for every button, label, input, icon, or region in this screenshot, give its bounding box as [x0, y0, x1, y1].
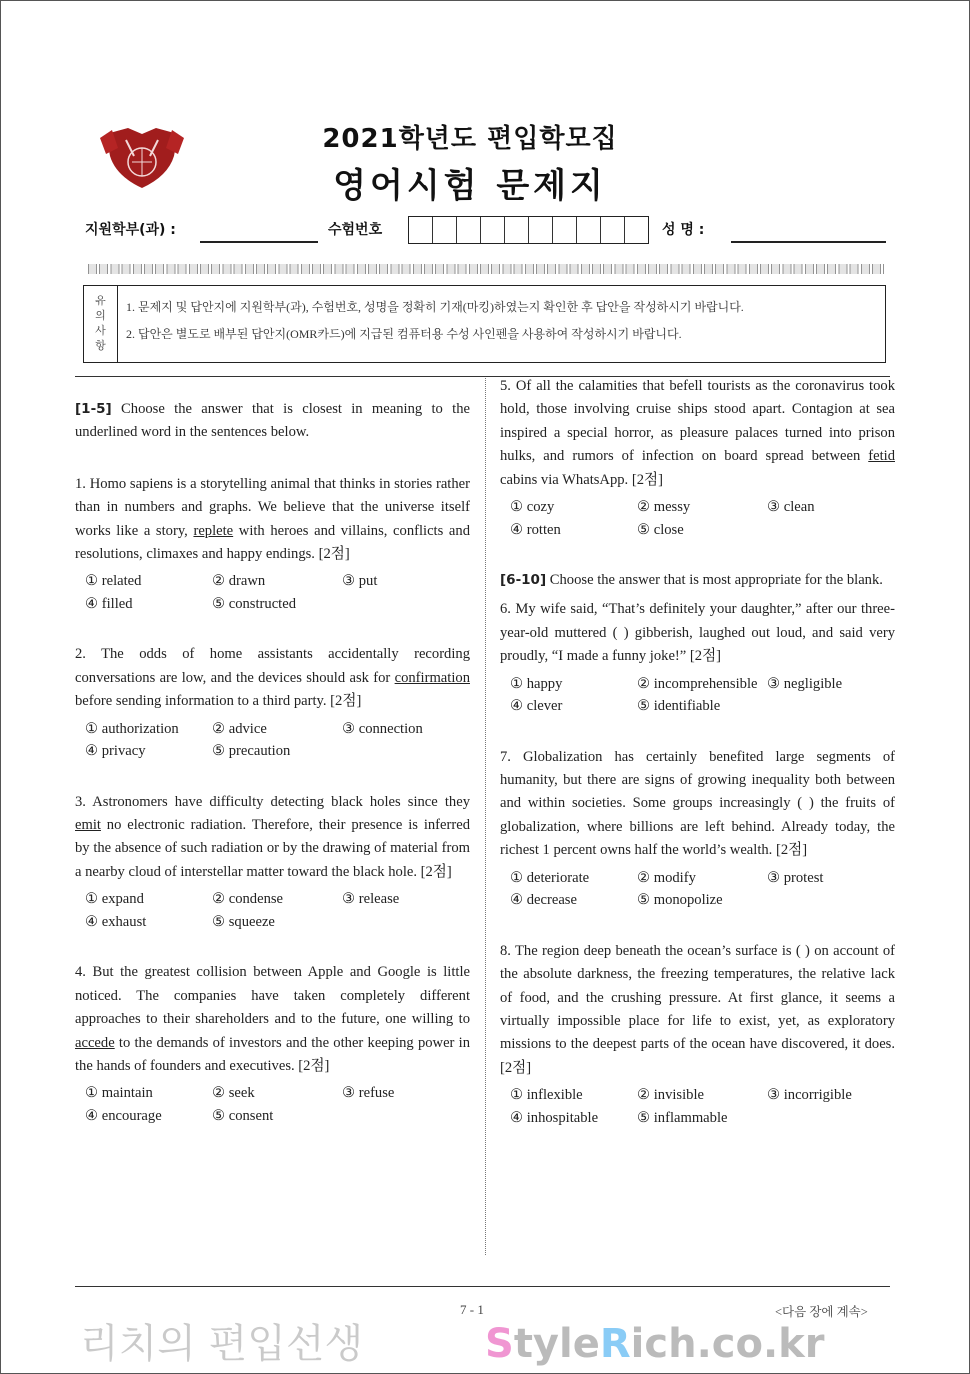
- underlined-word: confirmation: [394, 669, 470, 686]
- answer-option[interactable]: ③ release: [342, 891, 400, 908]
- question-8: [500, 940, 895, 1080]
- answer-option[interactable]: ⑤ squeeze: [212, 913, 275, 930]
- answer-option[interactable]: ④ filled: [85, 595, 133, 612]
- answer-option[interactable]: ④ decrease: [510, 892, 577, 909]
- question-4: [75, 961, 470, 1078]
- question-text: 7. Globalization has certainly benefited large segments of humanity, but there are signs of growing inequality both between and within societies. Some groups increasingly ( ) the fruits of globalization, where billions are left behind. Already today, the richest 1 percent owns half the world’s wealth. [2점]: [500, 748, 895, 859]
- notice-item: 1. 문제지 및 답안지에 지원학부(과), 수험번호, 성명을 정확히 기재(마킹)하였는지 확인한 후 답안을 작성하시기 바랍니다.: [126, 300, 744, 314]
- question-3: [75, 791, 470, 885]
- answer-option[interactable]: ⑤ close: [637, 521, 684, 538]
- watermark-korean: 리치의 편입선생: [80, 1321, 364, 1367]
- answer-option[interactable]: ④ privacy: [85, 743, 146, 760]
- continued-note: <다음 장에 계속>: [775, 1305, 868, 1319]
- answer-option[interactable]: ③ refuse: [342, 1085, 395, 1102]
- answer-options: [85, 888, 470, 933]
- answer-option[interactable]: ② invisible: [637, 1087, 704, 1104]
- name-label: 성 명 :: [662, 222, 705, 238]
- answer-option[interactable]: ⑤ constructed: [212, 595, 296, 612]
- notice-box: [83, 285, 886, 363]
- department-input[interactable]: [200, 241, 318, 243]
- answer-option[interactable]: ④ exhaust: [85, 913, 147, 930]
- notice-side-label: [84, 286, 118, 362]
- question-text: 3. Astronomers have difficulty detecting black holes since they: [75, 793, 470, 810]
- notice-side-char: 의: [95, 310, 106, 322]
- question-text: 5. Of all the calamities that befell tourists as the coronavirus took hold, those involving cruise ships stood apart. Contagion at sea inspired a special horror, as pleasure palaces turned into prison hulks, and rumors of infection on board spread between: [500, 378, 895, 465]
- answer-option[interactable]: ② messy: [637, 499, 691, 516]
- answer-option[interactable]: ① inflexible: [510, 1087, 583, 1104]
- answer-options: [510, 673, 895, 718]
- answer-option[interactable]: ⑤ identifiable: [637, 698, 721, 715]
- section-text: Choose the answer that is closest in meaning to the underlined word in the sentences below.: [75, 401, 470, 441]
- underlined-word: emit: [75, 817, 101, 834]
- section-instruction-6-10: [500, 569, 895, 592]
- answer-option[interactable]: ③ put: [342, 573, 378, 590]
- notice-side-char: 항: [95, 340, 106, 352]
- question-text: before sending information to a third party. [2점]: [75, 693, 362, 710]
- answer-option[interactable]: ② incomprehensible: [637, 675, 758, 692]
- answer-options: [510, 496, 895, 541]
- underlined-word: accede: [75, 1034, 115, 1051]
- question-7: [500, 746, 895, 863]
- answer-option[interactable]: ⑤ consent: [212, 1107, 274, 1124]
- answer-option[interactable]: ③ clean: [767, 499, 815, 516]
- exam-title: 영어시험 문제지: [333, 166, 607, 206]
- answer-option[interactable]: ② seek: [212, 1085, 255, 1102]
- notice-side-char: 사: [95, 325, 106, 337]
- watermark-part: tyle: [513, 1321, 600, 1367]
- answer-options: [85, 570, 470, 615]
- exam-number-label: 수험번호: [328, 222, 383, 238]
- exam-number-boxes[interactable]: [408, 216, 649, 244]
- answer-option[interactable]: ④ encourage: [85, 1107, 162, 1124]
- watermark-part: R: [599, 1321, 631, 1367]
- right-column: [500, 375, 895, 1129]
- answer-option[interactable]: ④ inhospitable: [510, 1109, 599, 1126]
- answer-option[interactable]: ③ protest: [767, 869, 824, 886]
- underlined-word: fetid: [868, 448, 895, 465]
- answer-option[interactable]: ③ negligible: [767, 675, 843, 692]
- question-text: 6. My wife said, “That’s definitely your daughter,” after our three-year-old muttered ( ) gibberish, laughed out loud, and said very proudly, “I made a funny joke!” [2점]: [500, 601, 895, 665]
- watermark-part: S: [485, 1321, 514, 1367]
- answer-option[interactable]: ① related: [85, 573, 142, 590]
- question-text: 4. But the greatest collision between Apple and Google is little noticed. The companies have taken completely different approaches to their shareholders and to the future, one willing to: [75, 964, 470, 1028]
- answer-option[interactable]: ⑤ inflammable: [637, 1109, 728, 1126]
- question-text: 8. The region deep beneath the ocean’s surface is ( ) on account of the absolute darkness, the freezing temperatures, the relative lack of food, and the crushing pressure. At first glance, it seems a virtually impossible place for life to exist, yet, as exploratory missions to the deepest parts of the ocean have discovered, it does. [2점]: [500, 942, 895, 1076]
- answer-option[interactable]: ③ connection: [342, 720, 423, 737]
- question-text: to the demands of investors and the other keeping power in the hands of founders and executives. [2점]: [75, 1034, 470, 1074]
- notice-side-char: 유: [95, 295, 106, 307]
- left-column: [75, 398, 470, 1127]
- column-divider: [485, 378, 486, 1255]
- section-label: [1-5]: [75, 401, 112, 417]
- question-text: 1. Homo sapiens is a storytelling animal that thinks in stories rather than in numbers and graphs. We believe that the universe itself works like a story,: [75, 475, 470, 539]
- answer-option[interactable]: ② advice: [212, 720, 267, 737]
- answer-option[interactable]: ③ incorrigible: [767, 1087, 852, 1104]
- section-instruction-1-5: [75, 398, 470, 445]
- question-text: no electronic radiation. Therefore, their presence is inferred by the absence of such radiation or by the drawing of material from a nearby cloud of interstellar matter toward the black hole. [2점]: [75, 817, 470, 880]
- name-input[interactable]: [731, 241, 886, 243]
- answer-option[interactable]: ① authorization: [85, 720, 179, 737]
- watermark-url: [485, 1320, 824, 1368]
- question-5: [500, 375, 895, 492]
- exam-title-year: 2021학년도 편입학모집: [322, 124, 618, 154]
- page-number: 7 - 1: [460, 1302, 484, 1317]
- answer-option[interactable]: ② drawn: [212, 573, 266, 590]
- question-6: [500, 598, 895, 668]
- question-2: [75, 643, 470, 713]
- section-label: [6-10]: [500, 572, 547, 589]
- question-text: with heroes and villains, conflicts and resolutions, climaxes and happy endings. [2점]: [75, 522, 470, 563]
- question-1: [75, 473, 470, 567]
- answer-options: [85, 718, 470, 763]
- answer-option[interactable]: ① cozy: [510, 499, 555, 516]
- notice-item: 2. 답안은 별도로 배부된 답안지(OMR카드)에 지급된 컴퓨터용 수성 사인펜을 사용하여 작성하시기 바랍니다.: [126, 327, 682, 341]
- underlined-word: replete: [193, 522, 234, 539]
- answer-option[interactable]: ① expand: [85, 891, 144, 908]
- watermark-part: ich.co.kr: [630, 1321, 825, 1367]
- answer-options: [85, 1082, 470, 1127]
- answer-option[interactable]: ④ clever: [510, 698, 563, 715]
- question-text: 2. The odds of home assistants accidentally recording conversations are low, and the devices should ask for: [75, 646, 470, 686]
- decorative-pattern-divider: [88, 264, 884, 274]
- answer-option[interactable]: ④ rotten: [510, 521, 561, 538]
- answer-options: [510, 867, 895, 912]
- department-label: 지원학부(과) :: [85, 222, 176, 238]
- question-text: cabins via WhatsApp. [2점]: [500, 471, 663, 488]
- answer-option[interactable]: ⑤ monopolize: [637, 892, 723, 909]
- answer-option[interactable]: ⑤ precaution: [212, 743, 291, 760]
- answer-option[interactable]: ② modify: [637, 869, 696, 886]
- answer-options: [510, 1084, 895, 1129]
- footer-rule: [75, 1286, 890, 1287]
- answer-option[interactable]: ① happy: [510, 675, 563, 692]
- section-text: Choose the answer that is most appropriate for the blank.: [546, 572, 883, 589]
- answer-option[interactable]: ② condense: [212, 891, 284, 908]
- answer-option[interactable]: ① deteriorate: [510, 869, 590, 886]
- answer-option[interactable]: ① maintain: [85, 1085, 153, 1102]
